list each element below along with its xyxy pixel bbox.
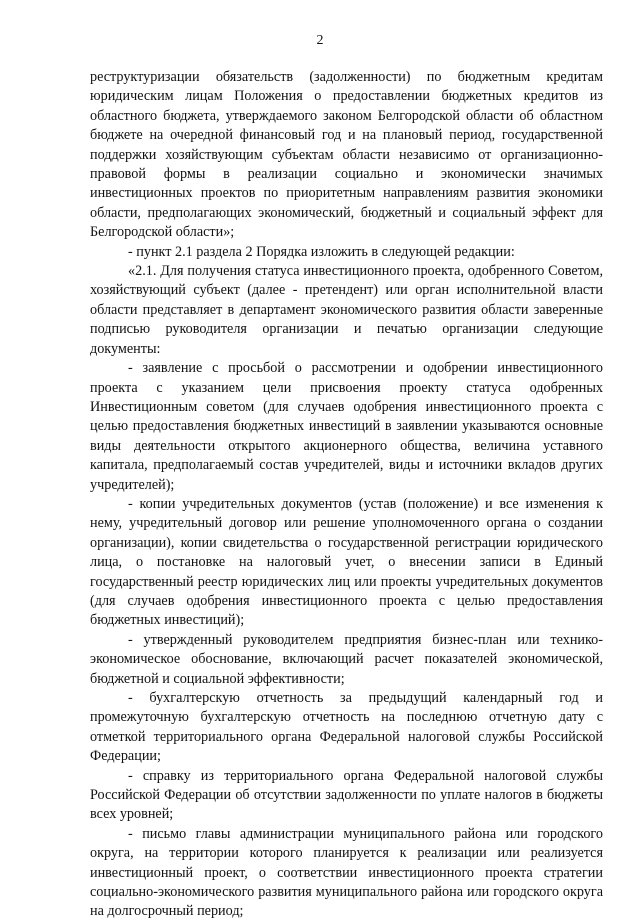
paragraph-7: - справку из территориального органа Федеральной налоговой службы Российской Федерации об отсутствии задолженности по уплате налогов в бюджеты всех уровней; [90,767,603,823]
paragraph-6: - бухгалтерскую отчетность за предыдущий календарный год и промежуточную бухгалтерскую отчетность на последнюю отчетную дату с отметкой территориального органа Федеральной налоговой службы Российской Федерации; [90,690,603,765]
paragraph-0: реструктуризации обязательств (задолженности) по бюджетным кредитам юридическим лицам Положения о предоставлении бюджетных кредитов из областного бюджета, утверждаемого законом Белгородской области об областном бюджете на очередной финансовый год и на плановый период, государственной поддержки хозяйствующим субъектам области независимо от организационно-правовой формы в реализации социально и экономически значимых инвестиционных проектов по приоритетным направлениям развития экономики области, предполагающих экономический, бюджетный и социальный эффект для Белгородской области»; [90,69,603,241]
paragraph-5: - утвержденный руководителем предприятия бизнес-план или технико-экономическое обоснование, включающий расчет показателей экономической, бюджетной и социальной эффективности; [90,631,603,687]
paragraph-2: «2.1. Для получения статуса инвестиционного проекта, одобренного Советом, хозяйствующий субъект (далее - претендент) или орган исполнительной власти области представляет в департамент экономического развития области заверенные подписью руководителя организации и печатью организации следующие документы: [90,263,603,357]
paragraph-3: - заявление с просьбой о рассмотрении и одобрении инвестиционного проекта с указанием цели присвоения проекту статуса одобренных Инвестиционным советом (для случаев одобрения инвестиционного проекта с целью предоставления бюджетных инвестиций в заявлении указываются основные виды деятельности открытого акционерного общества, величина уставного капитала, предполагаемый состав учредителей, виды и источники вкладов других учредителей); [90,360,603,493]
paragraph-4: - копии учредительных документов (устав (положение) и все изменения к нему, учредительный договор или решение уполномоченного органа о создании организации), копии свидетельства о государственной регистрации юридического лица, о постановке на налоговый учет, о внесении записи в Единый государственный реестр юридических лиц или проекты учредительных документов (для случаев одобрения инвестиционного проекта с целью предоставления бюджетных инвестиций); [90,495,603,629]
paragraph-8: - письмо главы администрации муниципального района или городского округа, на территории которого планируется к реализации или реализуется инвестиционный проект, о соответствии инвестиционного проекта стратегии социально-экономического развития муниципального района или городского округа на долгосрочный период; [90,825,603,920]
document-body [90,68,603,922]
page-number: 2 [316,33,324,48]
paragraph-1: - пункт 2.1 раздела 2 Порядка изложить в следующей редакции: [128,243,515,260]
